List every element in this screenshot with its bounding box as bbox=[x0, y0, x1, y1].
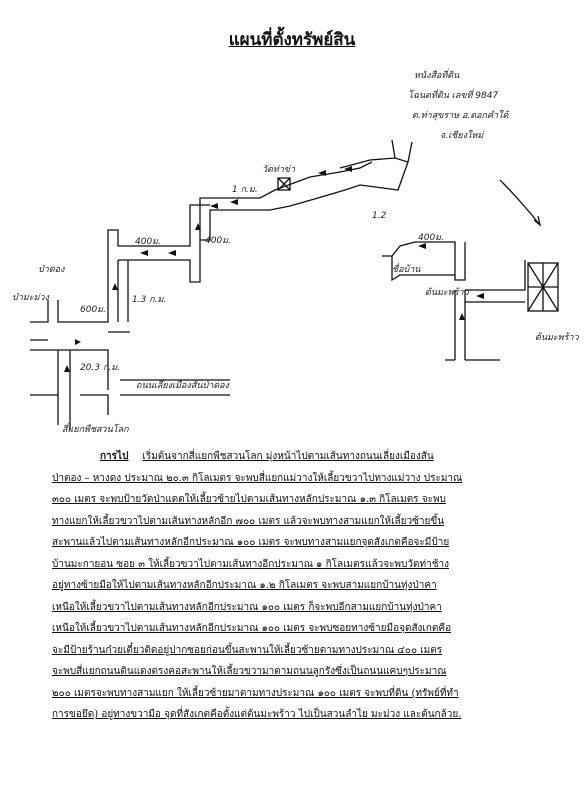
map-note-3: ต.ท่าสุขราษ อ.ดอกคำใต้ bbox=[412, 111, 509, 121]
text-line: ๓๐๐ เมตร จะพบป้ายวัดป่าแดดให้เลี้ยวซ้ายไปตามเส้นทางหลักประมาณ ๑.๓ กิโลเมตร จะพบ bbox=[52, 494, 446, 505]
map-label-20-3km: 20.3 ก.ม. bbox=[80, 363, 121, 373]
text-line: บ้านมะกายอน ซอย ๓ ให้เลี้ยวขวาไปตามเส้นทางอีกประมาณ ๑ กิโลเมตรแล้วจะพบวัดท่าช้าง bbox=[52, 558, 449, 570]
map-label-400b: 400ม. bbox=[205, 236, 231, 246]
map-label-junction: สี่แยกพืชสวนโลก bbox=[62, 425, 129, 435]
map-label-row: ป่ามะม่วง bbox=[12, 293, 49, 303]
map-label-wat: วัดท่าข่า bbox=[262, 165, 296, 175]
text-line: เหนือให้เลี้ยวขวาไปตามเส้นทางหลักอีกประมาณ ๑๐๐ เมตร ก็จะพบอีกสามแยกบ้านทุ่งป่าคา bbox=[52, 601, 442, 613]
text-line: สะพานแล้วไปตามเส้นทางหลักอีกประมาณ ๑๐๐ เมตร จะพบทางสามแยกจุดสังเกตคือจะมีป้าย bbox=[52, 537, 450, 548]
page-title: แผนที่ตั้งทรัพย์สิน bbox=[228, 30, 356, 50]
text-line: เหนือให้เลี้ยวขวาไปตามเส้นทางหลักอีกประมาณ ๑๐๐ เมตร จะพบซอยทางซ้ายมือจุดสังเกตคือ bbox=[52, 623, 452, 634]
directions-text bbox=[52, 446, 552, 726]
map-label-1-3km: 1.3 ก.ม. bbox=[132, 295, 167, 305]
directions-heading: การไป bbox=[100, 451, 129, 462]
text-line: การไป เริ่มต้นจากสี่แยกพืชสวนโลก มุ่งหน้าไปตามเส้นทางถนนเลี่ยงเมืองสัน bbox=[100, 451, 434, 462]
text-line: จะมีป้ายร้านก๋วยเตี๋ยวติดอยู่ปากซอยก่อนขึ้นสะพานให้เลี้ยวซ้ายตามทางประมาณ ๔๐๐ เมตร bbox=[52, 644, 443, 656]
map-note-4: จ.เชียงใหม่ bbox=[440, 131, 484, 141]
map-label-1km: 1 ก.ม. bbox=[232, 185, 258, 195]
text-line: ป่าตอง – หางดง ประมาณ ๒๐.๓ กิโลเมตร จะพบสี่แยกแม่วางให้เลี้ยวขวาไปทางแม่วาง ประมาณ bbox=[52, 472, 463, 484]
text-line: ทางแยกให้เลี้ยวขวาไปตามเส้นทางหลักอีก ๗๐๐ เมตร แล้วจะพบทางสามแยกให้เลี้ยวซ้ายขึ้น bbox=[52, 515, 445, 527]
map-note-1: หนังสือที่ดิน bbox=[414, 71, 460, 81]
map-label-400c: 400ม. bbox=[418, 233, 444, 243]
map-label-pa: ป่าตอง bbox=[38, 265, 65, 275]
map-label-400a: 400ม. bbox=[135, 237, 161, 247]
map-label-600: 600ม. bbox=[80, 305, 106, 315]
text-line: อยู่ทางซ้ายมือให้ไปตามเส้นทางหลักอีกประมาณ ๑.๒ กิโลเมตร จะพบสามแยกบ้านทุ่งป่าคา bbox=[52, 580, 437, 591]
map-label-road: ถนนเลี่ยงเมืองสันป่าตอง bbox=[136, 381, 229, 391]
map-label-1-2km: 1.2 bbox=[372, 211, 387, 221]
text-line: ๒๐๐ เมตรจะพบทางสามแยก ให้เลี้ยวซ้ายมาตามทางประมาณ ๑๐๐ เมตร จะพบที่ดิน (ทรัพย์ที่ทำ bbox=[52, 687, 459, 699]
map-label-tran: ต้นมะพร้าว bbox=[425, 288, 469, 298]
text-line: จะพบสี่แยกถนนดินแดงตรงคอสะพานให้เลี้ยวขวามาตามถนนลูกรังซึ่งเป็นถนนแคบๆประมาณ bbox=[52, 666, 447, 677]
text-line: การขอยึด) อยู่ทางขวามือ จุดที่สังเกตคือตั้งแต่ต้นมะพร้าว ไปเป็นสวนลำไย มะม่วง และต้นกล้วย. bbox=[52, 709, 462, 720]
map-label-bridge: ชื่อบ้าน bbox=[392, 265, 421, 275]
map-label-tree: ต้นมะพร้าว bbox=[535, 333, 579, 343]
location-map bbox=[0, 50, 584, 440]
map-note-2: โฉนดที่ดิน เลขที่ 9847 bbox=[408, 91, 499, 101]
